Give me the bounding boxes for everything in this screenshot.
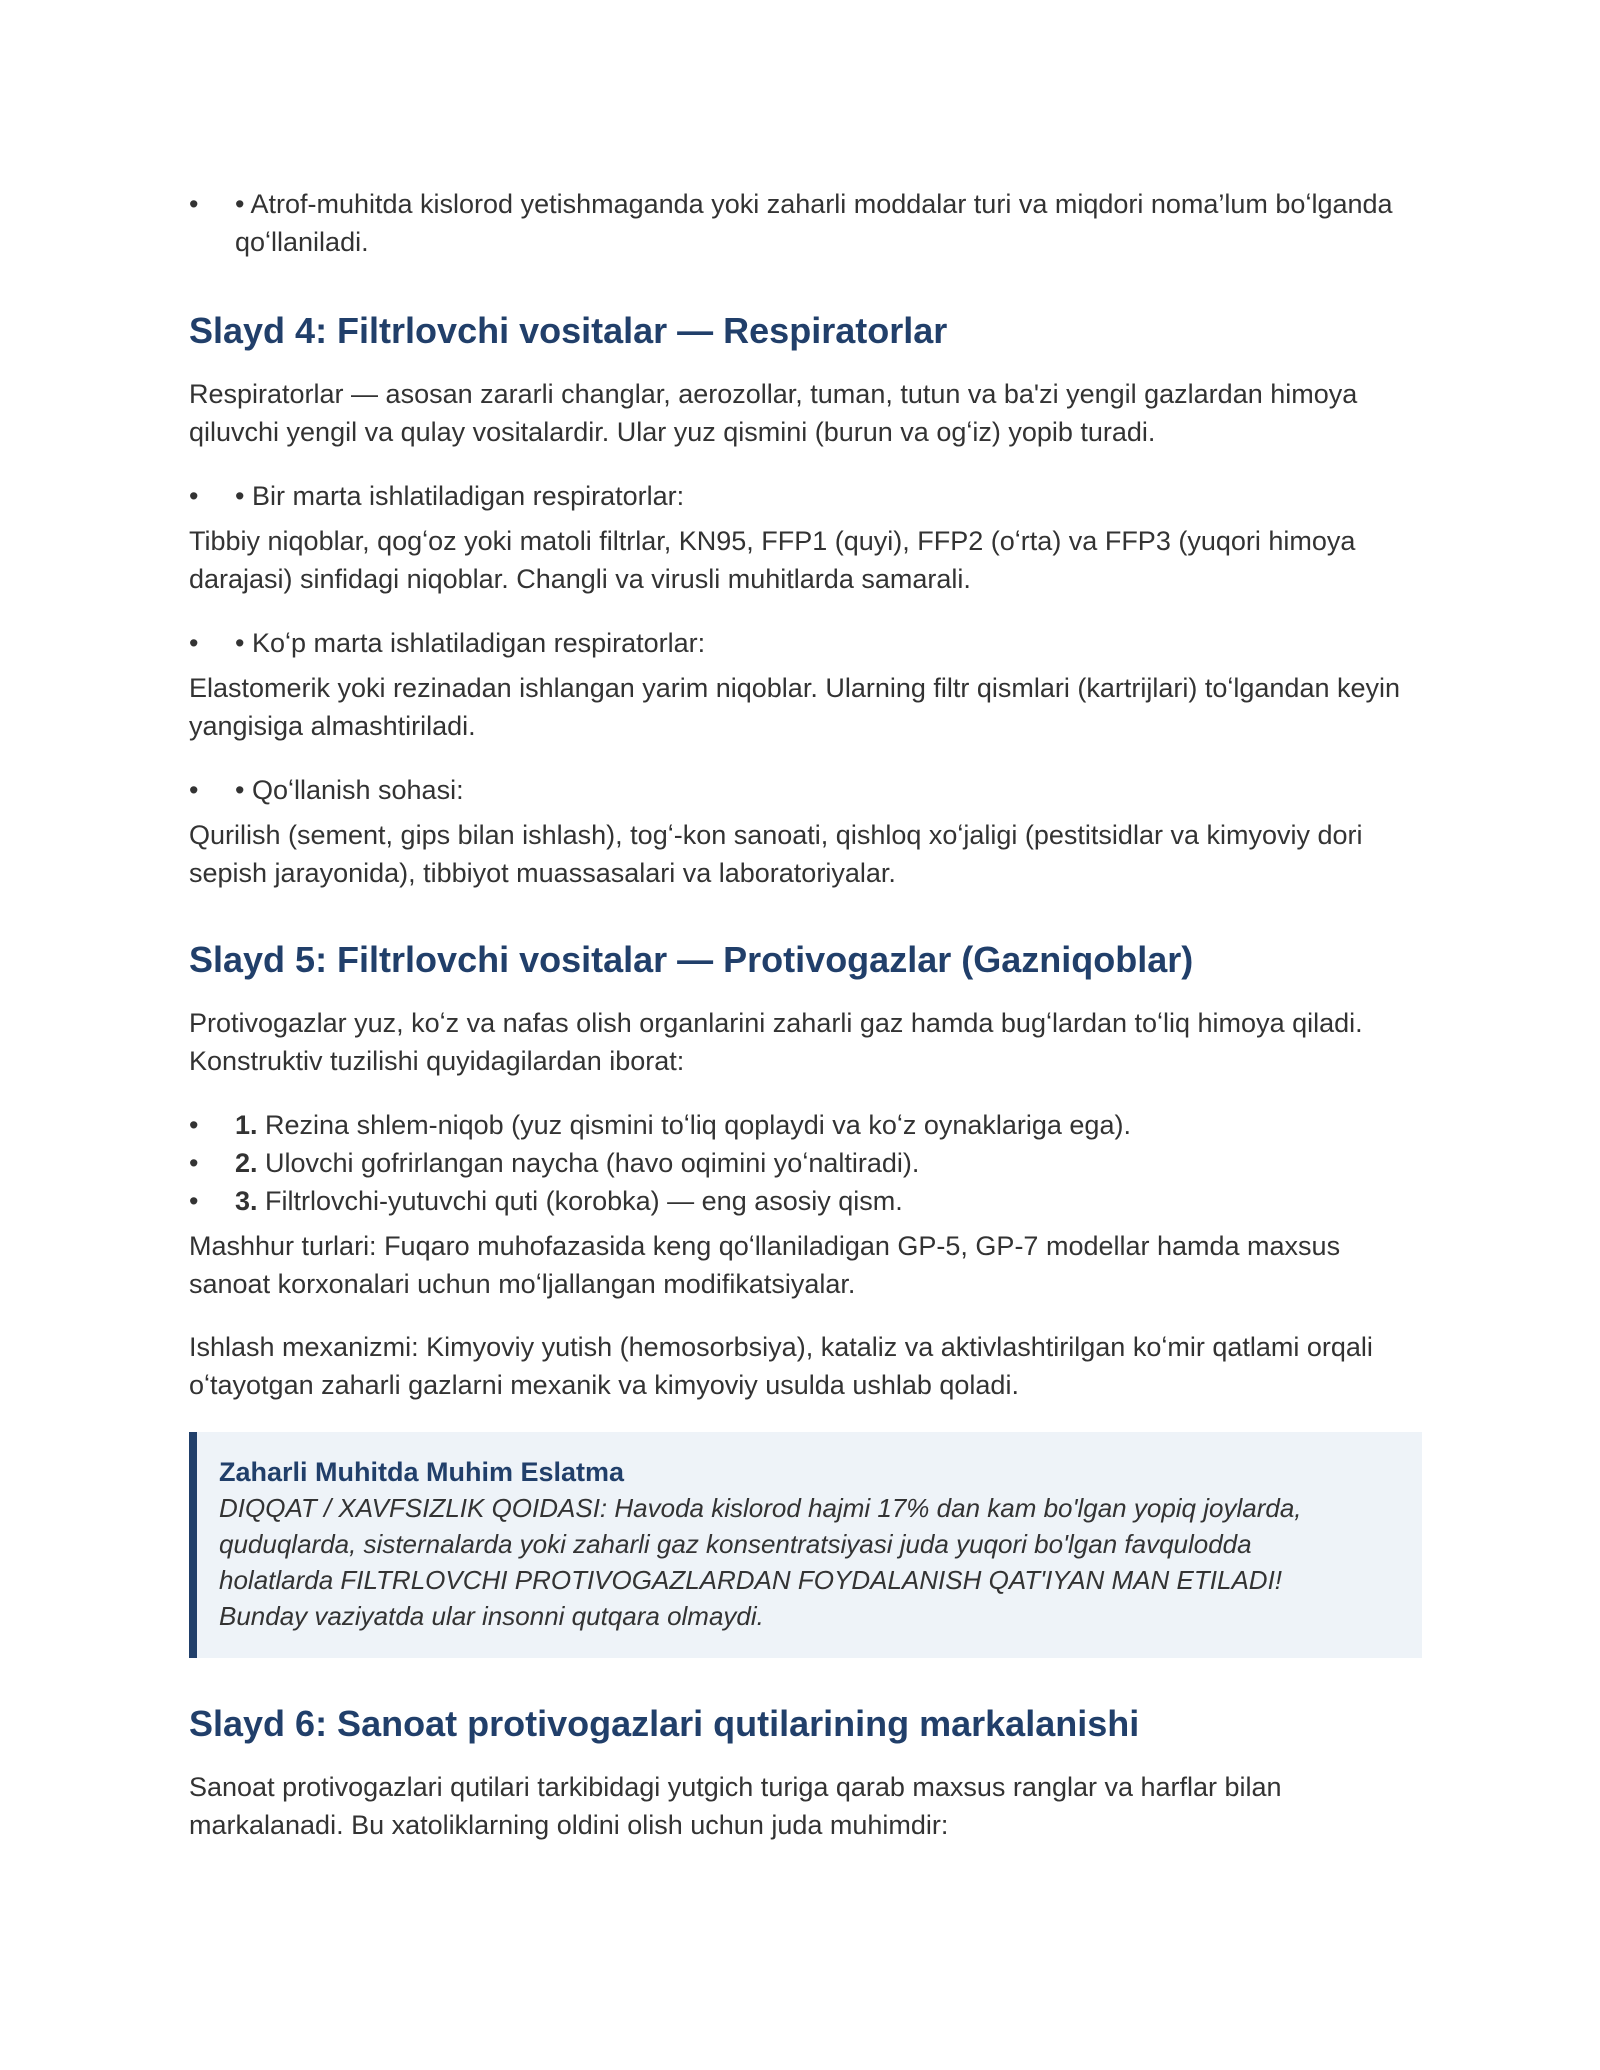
list-item xyxy=(189,771,1414,809)
list-item-text: • Koʻp marta ishlatiladigan respiratorlar: xyxy=(235,628,706,658)
callout-title: Zaharli Muhitda Muhim Eslatma xyxy=(219,1457,625,1487)
list-item-number: 1. xyxy=(235,1110,258,1140)
slide5-parts-list xyxy=(189,1106,1414,1220)
list-item-number: 3. xyxy=(235,1186,258,1216)
slide4-list-1 xyxy=(189,477,1414,515)
list-item-text: Ulovchi gofrirlangan naycha (havo oqimini yoʻnaltiradi). xyxy=(257,1148,920,1178)
slide5-mechanism: Ishlash mexanizmi: Kimyoviy yutish (hemosorbsiya), kataliz va aktivlashtirilgan koʻmir qatlami orqali oʻtayotgan zaharli gazlarni mexanik va kimyoviy usulda ushlab qoladi. xyxy=(189,1332,1373,1400)
bullet-marker: • xyxy=(189,1186,199,1216)
slide4-item-text: Tibbiy niqoblar, qogʻoz yoki matoli filtrlar, KN95, FFP1 (quyi), FFP2 (oʻrta) va FFP3 (yuqori himoya darajasi) sinfidagi niqoblar. Changli va virusli muhitlarda samarali. xyxy=(189,526,1356,594)
bullet-marker: • xyxy=(189,189,199,219)
slide6-intro: Sanoat protivogazlari qutilari tarkibidagi yutgich turiga qarab maxsus ranglar va harflar bilan markalanadi. Bu xatoliklarning oldini olish uchun juda muhimdir: xyxy=(189,1772,1282,1840)
slide6-heading: Slayd 6: Sanoat protivogazlari qutilarining markalanishi xyxy=(189,1703,1140,1744)
list-item xyxy=(189,624,1414,662)
list-item xyxy=(189,1106,1414,1144)
bullet-marker: • xyxy=(189,1148,199,1178)
slide4-item-text: Qurilish (sement, gips bilan ishlash), togʻ-kon sanoati, qishloq xoʻjaligi (pestitsidlar va kimyoviy dori sepish jarayonida), tibbiyot muassasalari va laboratoriyalar. xyxy=(189,820,1363,888)
bullet-marker: • xyxy=(189,628,199,658)
document-page xyxy=(189,185,1414,1844)
list-item-text: • Qoʻllanish sohasi: xyxy=(235,775,464,805)
slide5-intro: Protivogazlar yuz, koʻz va nafas olish organlarini zaharli gaz hamda bugʻlardan toʻliq himoya qiladi. Konstruktiv tuzilishi quyidagilardan iborat: xyxy=(189,1008,1363,1076)
list-item-text: • Bir marta ishlatiladigan respiratorlar: xyxy=(235,481,685,511)
bullet-marker: • xyxy=(189,481,199,511)
list-item-text: Filtrlovchi-yutuvchi quti (korobka) — eng asosiy qism. xyxy=(257,1186,903,1216)
slide4-heading: Slayd 4: Filtrlovchi vositalar — Respiratorlar xyxy=(189,310,948,351)
slide4-intro: Respiratorlar — asosan zararli changlar, aerozollar, tuman, tutun va ba'zi yengil gazlardan himoya qiluvchi yengil va qulay vositalardir. Ular yuz qismini (burun va ogʻiz) yopib turadi. xyxy=(189,379,1358,447)
list-item xyxy=(189,477,1414,515)
slide4-list-3 xyxy=(189,771,1414,809)
slide4-item-text: Elastomerik yoki rezinadan ishlangan yarim niqoblar. Ularning filtr qismlari (kartrijlari) toʻlgandan keyin yangisiga almashtiriladi. xyxy=(189,673,1401,741)
bullet-marker: • xyxy=(189,1110,199,1140)
bullet-marker: • xyxy=(189,775,199,805)
list-item xyxy=(189,185,1414,261)
slide4-list-2 xyxy=(189,624,1414,662)
warning-callout xyxy=(189,1432,1422,1658)
callout-body: DIQQAT / XAVFSIZLIK QOIDASI: Havoda kislorod hajmi 17% dan kam bo'lgan yopiq joylarda, quduqlarda, sisternalarda yoki zaharli gaz konsentratsiyasi juda yuqori bo'lgan favqulodda holatlarda FILTRLOVCHI PROTIVOGAZLARDAN FOYDALANISH QAT'IYAN MAN ETILADI! Bunday vaziyatda ular insonni qutqara olmaydi. xyxy=(219,1493,1302,1631)
list-item-text: • Atrof-muhitda kislorod yetishmaganda yoki zaharli moddalar turi va miqdori noma’lum boʻlganda qoʻllaniladi. xyxy=(235,189,1393,257)
list-item xyxy=(189,1182,1414,1220)
intro-list xyxy=(189,185,1414,261)
slide5-types: Mashhur turlari: Fuqaro muhofazasida keng qoʻllaniladigan GP-5, GP-7 modellar hamda maxsus sanoat korxonalari uchun moʻljallangan modifikatsiyalar. xyxy=(189,1231,1341,1299)
slide5-heading: Slayd 5: Filtrlovchi vositalar — Protivogazlar (Gazniqoblar) xyxy=(189,939,1194,980)
list-item-number: 2. xyxy=(235,1148,258,1178)
list-item-text: Rezina shlem-niqob (yuz qismini toʻliq qoplaydi va koʻz oynaklariga ega). xyxy=(257,1110,1131,1140)
list-item xyxy=(189,1144,1414,1182)
